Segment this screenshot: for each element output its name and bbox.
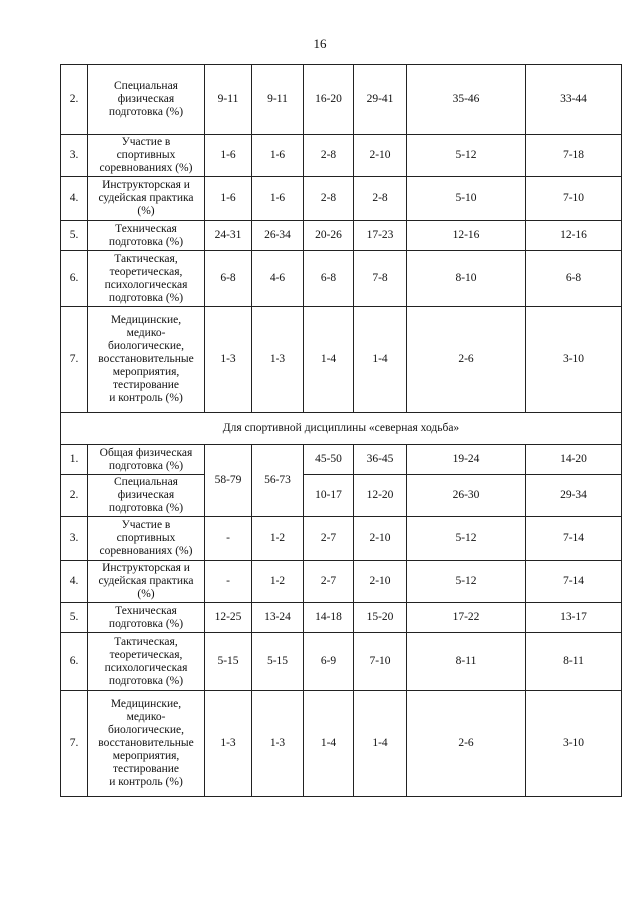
- row-name-line: теоретическая,: [109, 648, 183, 661]
- table-row: [61, 307, 622, 413]
- value-cell: 5-12: [407, 135, 526, 177]
- value-cell: 7-14: [526, 517, 622, 561]
- section-header: Для спортивной дисциплины «северная ходьба»: [61, 413, 622, 445]
- value-cell: 1-3: [252, 691, 304, 797]
- row-name-line: подготовка (%): [108, 674, 184, 687]
- table-body: [61, 65, 622, 797]
- value-cell: 5-15: [205, 633, 252, 691]
- value-cell: 12-20: [354, 475, 407, 517]
- table-row: [61, 561, 622, 603]
- row-name-line: Инструкторская и: [102, 179, 190, 191]
- value-cell: 1-2: [252, 561, 304, 603]
- row-number: 7.: [61, 307, 88, 413]
- value-cell: 1-3: [205, 691, 252, 797]
- row-name-line: Специальная: [114, 80, 178, 92]
- row-number: 5.: [61, 221, 88, 251]
- value-cell: 10-17: [304, 475, 354, 517]
- value-cell: 19-24: [407, 445, 526, 475]
- row-name: [88, 135, 205, 177]
- value-cell: 17-23: [354, 221, 407, 251]
- value-cell: 12-16: [526, 221, 622, 251]
- row-number: 5.: [61, 603, 88, 633]
- row-name: [88, 177, 205, 221]
- table-row: [61, 603, 622, 633]
- value-cell: 26-34: [252, 221, 304, 251]
- row-name-line: Участие в: [121, 136, 171, 148]
- value-cell: 17-22: [407, 603, 526, 633]
- table-row: [61, 251, 622, 307]
- row-name-line: подготовка (%): [108, 235, 184, 248]
- row-name-line: биологические,: [108, 724, 184, 736]
- table-row: [61, 633, 622, 691]
- row-name-line: Инструкторская и: [102, 562, 190, 574]
- value-cell: 45-50: [304, 445, 354, 475]
- row-name-line: биологические,: [108, 340, 184, 352]
- value-cell: 1-4: [354, 691, 407, 797]
- value-cell: 7-8: [354, 251, 407, 307]
- value-cell: 8-11: [407, 633, 526, 691]
- value-cell: 6-9: [304, 633, 354, 691]
- value-cell: 1-4: [304, 307, 354, 413]
- value-cell: 2-8: [354, 177, 407, 221]
- value-cell: 7-10: [354, 633, 407, 691]
- row-name-line: физическая: [117, 93, 175, 105]
- row-name-line: подготовка (%): [108, 459, 184, 472]
- row-name: [88, 307, 205, 413]
- value-cell: 5-12: [407, 561, 526, 603]
- value-cell: 13-17: [526, 603, 622, 633]
- row-name: [88, 633, 205, 691]
- row-name-line: и контроль (%): [109, 392, 183, 404]
- value-cell: 12-25: [205, 603, 252, 633]
- value-cell: 5-15: [252, 633, 304, 691]
- row-name-line: Участие в: [121, 519, 171, 531]
- row-number: 3.: [61, 135, 88, 177]
- value-cell: 7-10: [526, 177, 622, 221]
- value-cell: -: [205, 561, 252, 603]
- row-number: 2.: [61, 475, 88, 517]
- row-name-line: восстановительные: [98, 353, 194, 365]
- row-name: [88, 691, 205, 797]
- value-cell: 1-2: [252, 517, 304, 561]
- table-row: [61, 177, 622, 221]
- value-cell: 2-6: [407, 307, 526, 413]
- row-name-line: психологическая: [104, 661, 188, 674]
- row-name-line: мероприятия,: [112, 750, 180, 762]
- value-cell: 1-4: [304, 691, 354, 797]
- row-name-line: теоретическая,: [109, 265, 183, 278]
- row-number: 7.: [61, 691, 88, 797]
- row-name-line: Медицинские,: [110, 698, 182, 710]
- page-number: 16: [313, 36, 327, 51]
- row-number: 2.: [61, 65, 88, 135]
- value-cell: 29-41: [354, 65, 407, 135]
- table-row: [61, 445, 622, 475]
- table-row: [61, 517, 622, 561]
- value-cell: 1-6: [252, 135, 304, 177]
- row-name-line: (%): [137, 588, 155, 600]
- value-cell: 2-8: [304, 135, 354, 177]
- value-cell: 1-4: [354, 307, 407, 413]
- row-name-line: Техническая: [115, 222, 177, 235]
- row-name: [88, 517, 205, 561]
- value-cell: 3-10: [526, 307, 622, 413]
- value-cell: 33-44: [526, 65, 622, 135]
- row-number: 6.: [61, 251, 88, 307]
- table-row: [61, 135, 622, 177]
- row-name: [88, 251, 205, 307]
- row-name-line: психологическая: [104, 278, 188, 291]
- value-cell: 5-12: [407, 517, 526, 561]
- row-name: [88, 603, 205, 633]
- value-cell: 2-7: [304, 561, 354, 603]
- row-name-line: Медицинские,: [110, 314, 182, 326]
- value-cell: 6-8: [304, 251, 354, 307]
- value-cell: 20-26: [304, 221, 354, 251]
- row-name-line: подготовка (%): [108, 291, 184, 304]
- row-name-line: подготовка (%): [108, 502, 184, 514]
- value-cell: 2-6: [407, 691, 526, 797]
- value-cell: 35-46: [407, 65, 526, 135]
- row-name-line: соревнованиях (%): [99, 545, 193, 557]
- value-cell: 7-18: [526, 135, 622, 177]
- training-ratio-table: [60, 64, 622, 797]
- value-cell: 9-11: [252, 65, 304, 135]
- row-name-line: Специальная: [114, 476, 178, 488]
- value-cell: 14-20: [526, 445, 622, 475]
- table-row: [61, 65, 622, 135]
- value-cell: 2-7: [304, 517, 354, 561]
- row-number: 3.: [61, 517, 88, 561]
- merged-value-cell: 56-73: [252, 445, 304, 517]
- row-name-line: соревнованиях (%): [99, 162, 193, 174]
- value-cell: 2-10: [354, 561, 407, 603]
- value-cell: 4-6: [252, 251, 304, 307]
- value-cell: 29-34: [526, 475, 622, 517]
- value-cell: 1-3: [252, 307, 304, 413]
- value-cell: 6-8: [526, 251, 622, 307]
- row-name-line: и контроль (%): [109, 776, 183, 788]
- value-cell: 26-30: [407, 475, 526, 517]
- value-cell: 13-24: [252, 603, 304, 633]
- value-cell: 14-18: [304, 603, 354, 633]
- row-number: 6.: [61, 633, 88, 691]
- row-name-line: тестирование: [113, 379, 179, 391]
- row-name-line: медико-: [126, 327, 166, 339]
- row-name: [88, 445, 205, 475]
- row-name: [88, 221, 205, 251]
- row-name-line: подготовка (%): [108, 617, 184, 630]
- row-name-line: физическая: [117, 489, 175, 501]
- row-number: 4.: [61, 561, 88, 603]
- row-name-line: восстановительные: [98, 737, 194, 749]
- row-name-line: Техническая: [115, 604, 177, 617]
- value-cell: 1-6: [205, 135, 252, 177]
- value-cell: 6-8: [205, 251, 252, 307]
- row-name-line: мероприятия,: [112, 366, 180, 378]
- value-cell: -: [205, 517, 252, 561]
- row-number: 4.: [61, 177, 88, 221]
- value-cell: 3-10: [526, 691, 622, 797]
- row-name-line: спортивных: [116, 149, 176, 161]
- row-name: [88, 65, 205, 135]
- value-cell: 36-45: [354, 445, 407, 475]
- value-cell: 8-11: [526, 633, 622, 691]
- value-cell: 1-6: [252, 177, 304, 221]
- table-row: [61, 475, 622, 517]
- value-cell: 15-20: [354, 603, 407, 633]
- row-name-line: тестирование: [113, 763, 179, 775]
- table-row: [61, 691, 622, 797]
- row-name-line: (%): [137, 205, 155, 217]
- row-name-line: судейская практика: [98, 192, 194, 204]
- row-name-line: судейская практика: [98, 575, 194, 587]
- value-cell: 8-10: [407, 251, 526, 307]
- value-cell: 24-31: [205, 221, 252, 251]
- row-name: [88, 475, 205, 517]
- value-cell: 1-6: [205, 177, 252, 221]
- value-cell: 7-14: [526, 561, 622, 603]
- row-name-line: Тактическая,: [114, 635, 178, 648]
- value-cell: 2-10: [354, 135, 407, 177]
- value-cell: 5-10: [407, 177, 526, 221]
- value-cell: 1-3: [205, 307, 252, 413]
- value-cell: 12-16: [407, 221, 526, 251]
- row-name-line: медико-: [126, 711, 166, 723]
- row-name-line: Общая физическая: [99, 446, 193, 459]
- value-cell: 2-8: [304, 177, 354, 221]
- row-name-line: спортивных: [116, 532, 176, 544]
- row-name-line: подготовка (%): [108, 106, 184, 118]
- value-cell: 16-20: [304, 65, 354, 135]
- row-name: [88, 561, 205, 603]
- value-cell: 9-11: [205, 65, 252, 135]
- value-cell: 2-10: [354, 517, 407, 561]
- table-row: [61, 221, 622, 251]
- row-name-line: Тактическая,: [114, 252, 178, 265]
- merged-value-cell: 58-79: [205, 445, 252, 517]
- section-row: [61, 413, 622, 445]
- row-number: 1.: [61, 445, 88, 475]
